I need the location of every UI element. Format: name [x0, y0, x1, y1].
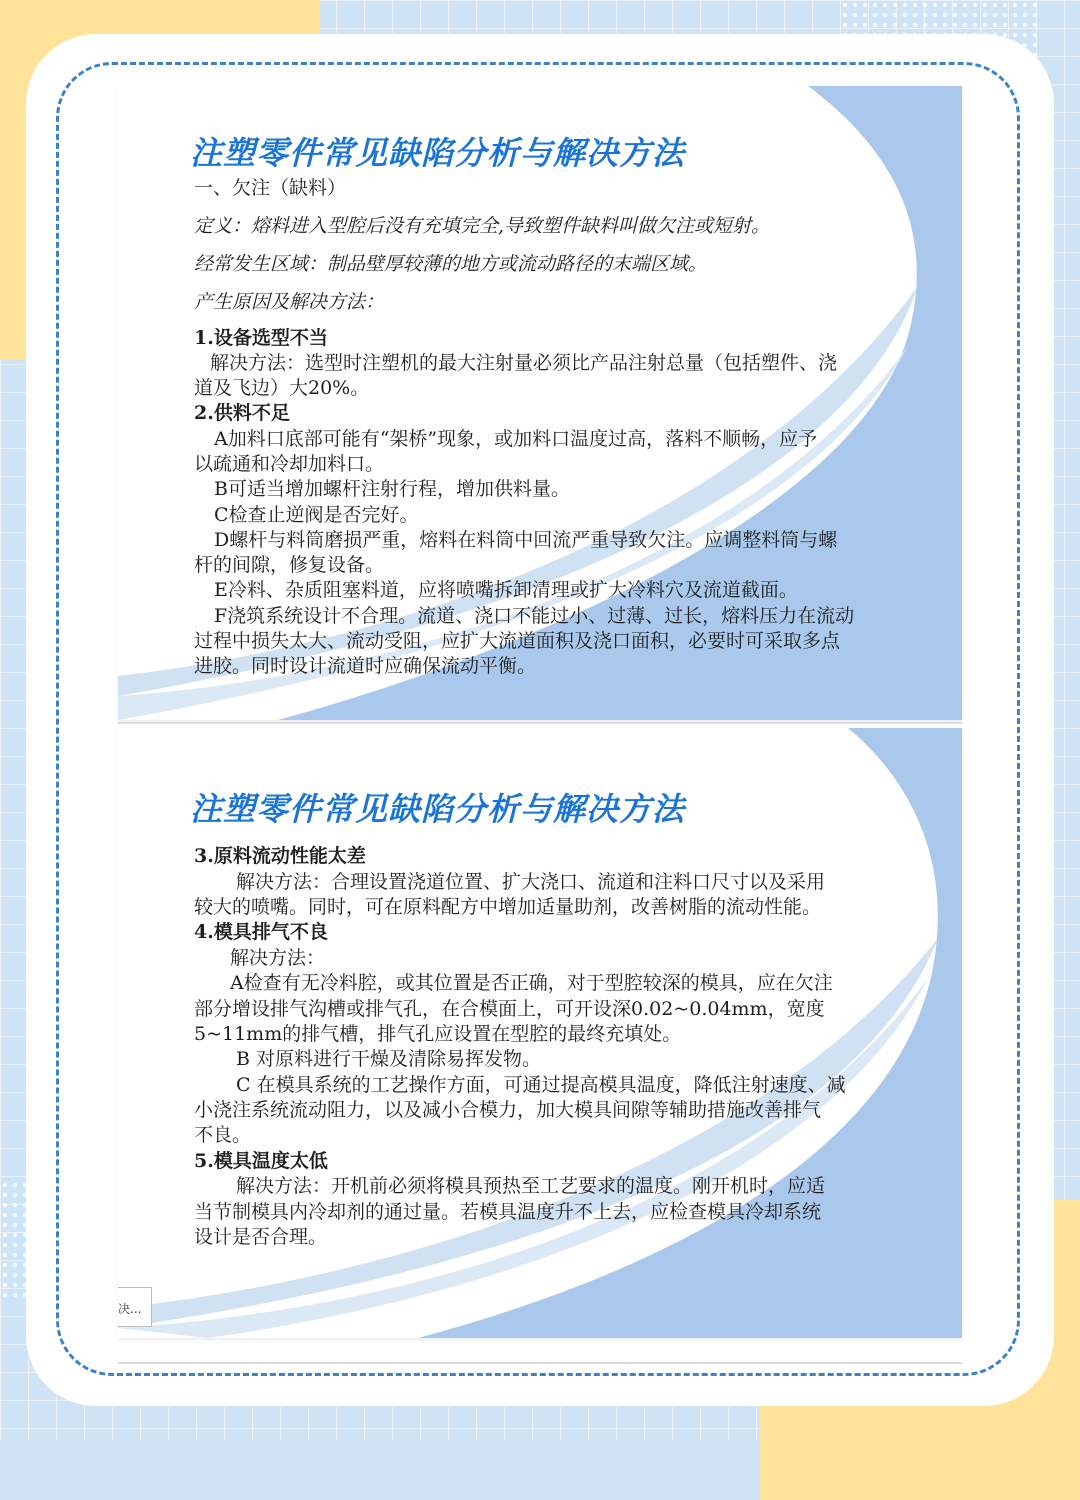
slide-1 — [118, 86, 962, 720]
text-line: 当节制模具内冷却剂的通过量。若模具温度升不上去，应检查模具冷却系统 — [194, 1201, 822, 1223]
causes-heading: 产生原因及解决方法： — [194, 291, 385, 313]
text-line: 解决方法：合理设置浇道位置、扩大浇口、流道和注料口尺寸以及采用 — [236, 871, 826, 893]
text-line: 过程中损失太大、流动受阻，应扩大流道面积及浇口面积，必要时可采取多点 — [194, 630, 841, 652]
text-line: 进胶。同时设计流道时应确保流动平衡。 — [194, 655, 537, 677]
cause-3-heading: 3.原料流动性能太差 — [194, 845, 366, 867]
cause-5-heading: 5.模具温度太低 — [194, 1150, 328, 1172]
text-line: B可适当增加螺杆注射行程，增加供料量。 — [214, 478, 570, 500]
slide-1-title: 注塑零件常见缺陷分析与解决方法 — [190, 134, 686, 172]
text-line: C检查止逆阀是否完好。 — [214, 504, 419, 526]
text-line: 杆的间隙，修复设备。 — [194, 554, 385, 576]
text-line: A检查有无冷料腔，或其位置是否正确，对于型腔较深的模具，应在欠注 — [230, 972, 833, 994]
text-line: 以疏通和冷却加料口。 — [194, 453, 385, 475]
cause-4-heading: 4.模具排气不良 — [194, 921, 328, 943]
thumbnail-tab[interactable]: 决... — [118, 1287, 152, 1327]
text-line: B 对原料进行干燥及清除易挥发物。 — [236, 1048, 542, 1070]
bottom-separator — [118, 1362, 962, 1364]
text-line: 较大的喷嘴。同时，可在原料配方中增加适量助剂，改善树脂的流动性能。 — [194, 896, 822, 918]
text-line: D螺杆与料筒磨损严重，熔料在料筒中回流严重导致欠注。应调整料筒与螺 — [214, 529, 838, 551]
text-line: 解决方法：开机前必须将模具预热至工艺要求的温度。刚开机时，应适 — [236, 1175, 826, 1197]
area-line: 经常发生区域：制品壁厚较薄的地方或流动路径的末端区域。 — [194, 253, 708, 275]
text-line: A加料口底部可能有“架桥”现象，或加料口温度过高，落料不顺畅，应予 — [214, 428, 818, 450]
cause-2-heading: 2.供料不足 — [194, 402, 290, 424]
text-line: 小浇注系统流动阻力，以及减小合模力，加大模具间隙等辅助措施改善排气 — [194, 1099, 822, 1121]
slide-separator — [118, 722, 962, 724]
text-line: 不良。 — [194, 1124, 252, 1146]
definition-line: 定义：熔料进入型腔后没有充填完全,导致塑件缺料叫做欠注或短射。 — [194, 215, 771, 237]
text-line: 5~11mm的排气槽，排气孔应设置在型腔的最终充填处。 — [194, 1023, 682, 1045]
section-heading: 一、欠注（缺料） — [194, 177, 347, 199]
text-line: C 在模具系统的工艺操作方面，可通过提高模具温度，降低注射速度、减 — [236, 1074, 846, 1096]
text-line: 部分增设排气沟槽或排气孔，在合模面上，可开设深0.02~0.04mm，宽度 — [194, 998, 825, 1020]
text-line: E冷料、杂质阻塞料道，应将喷嘴拆卸清理或扩大冷料穴及流道截面。 — [214, 579, 798, 601]
text-line: 解决方法：选型时注塑机的最大注射量必须比产品注射总量（包括塑件、浇 — [210, 352, 838, 374]
text-line: 解决方法： — [230, 947, 326, 969]
text-line: F浇筑系统设计不合理。流道、浇口不能过小、过薄、过长，熔料压力在流动 — [214, 605, 855, 627]
text-line: 设计是否合理。 — [194, 1226, 328, 1248]
text-line: 道及飞边）大20%。 — [194, 377, 370, 399]
slide-2 — [118, 728, 962, 1338]
cause-1-heading: 1.设备选型不当 — [194, 327, 328, 349]
slide-2-title: 注塑零件常见缺陷分析与解决方法 — [190, 790, 686, 828]
